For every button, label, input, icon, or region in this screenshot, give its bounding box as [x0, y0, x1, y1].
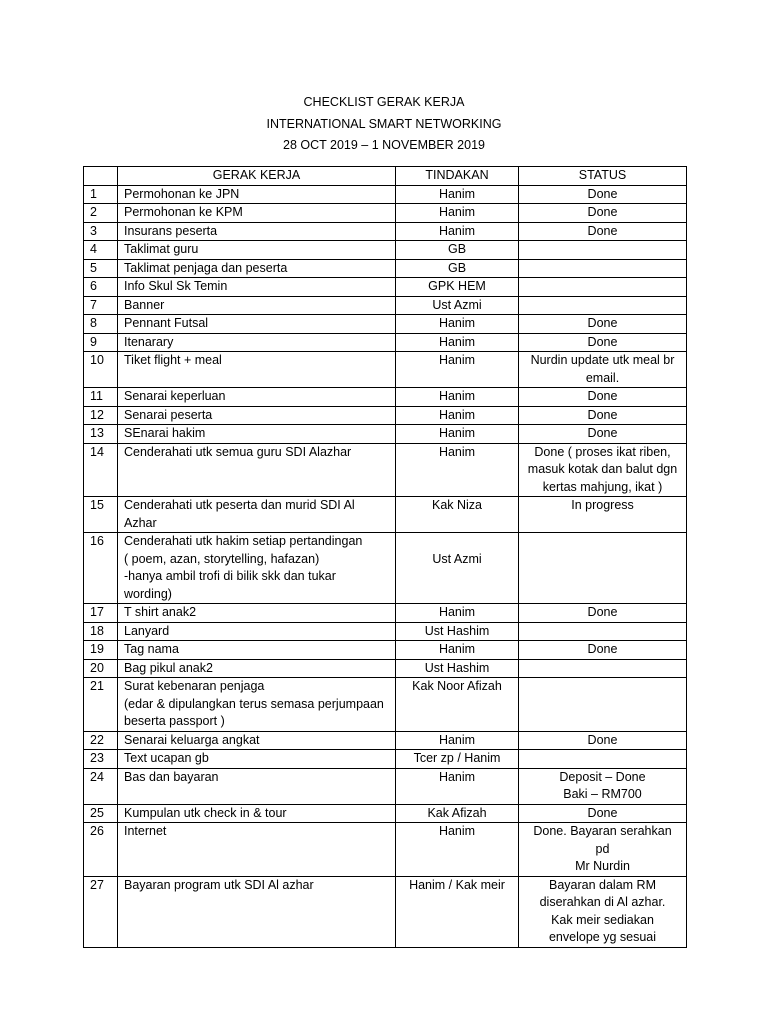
status-text [525, 678, 680, 696]
task-text: Permohonan ke KPM [124, 205, 243, 219]
table-row [84, 604, 687, 623]
status-text: Done. Bayaran serahkan pd [533, 824, 672, 856]
table-row [84, 731, 687, 750]
status-cell [519, 876, 687, 947]
task-cell [118, 659, 396, 678]
task-text: Cenderahati utk hakim setiap pertandingan [124, 534, 363, 548]
action-text: GB [447, 260, 467, 275]
task-cell [118, 315, 396, 334]
status-cell [519, 604, 687, 623]
task-text: ( poem, azan, storytelling, hafazan) [124, 551, 320, 566]
action-cell [396, 678, 519, 732]
task-text: Surat kebenaran penjaga [124, 679, 265, 693]
action-cell [396, 315, 519, 334]
status-text: Done [587, 316, 618, 330]
task-text: Cenderahati utk peserta dan murid SDI Al [124, 498, 355, 512]
action-cell [396, 406, 519, 425]
table-row [84, 222, 687, 241]
table-row [84, 659, 687, 678]
task-cell [118, 497, 396, 533]
status-cell [519, 406, 687, 425]
row-number: 11 [84, 388, 118, 407]
action-text: Kak Noor Afizah [412, 679, 502, 693]
status-text: Done [587, 426, 618, 440]
task-text: Pennant Futsal [124, 316, 209, 330]
action-text: Ust Hashim [424, 660, 490, 675]
status-cell [519, 659, 687, 678]
heading-title: CHECKLIST GERAK KERJA [303, 95, 465, 109]
task-text: Senarai keluarga angkat [124, 732, 260, 747]
table-row [84, 622, 687, 641]
task-cell [118, 533, 396, 604]
action-cell [396, 296, 519, 315]
task-cell [118, 804, 396, 823]
status-text: Done [587, 205, 618, 219]
status-text: Baki – RM700 [563, 787, 642, 801]
status-text [525, 623, 680, 641]
task-text: Banner [124, 297, 165, 312]
task-text: Taklimat guru [124, 242, 199, 256]
action-cell [396, 443, 519, 497]
table-row [84, 315, 687, 334]
task-text: beserta passport ) [124, 714, 225, 728]
column-header-status: STATUS [519, 167, 687, 186]
action-cell [396, 222, 519, 241]
row-number: 19 [84, 641, 118, 660]
status-text: Done [587, 605, 618, 619]
status-cell [519, 750, 687, 769]
status-text: diserahkan di Al azhar. [539, 895, 666, 909]
table-row [84, 406, 687, 425]
row-number: 1 [84, 185, 118, 204]
status-text: envelope yg sesuai [548, 930, 657, 944]
status-cell [519, 443, 687, 497]
action-text: Hanim [438, 426, 476, 440]
task-cell [118, 678, 396, 732]
action-text: Hanim [438, 824, 476, 838]
status-cell [519, 804, 687, 823]
status-text: Bayaran dalam RM [549, 877, 656, 892]
status-text: Done [587, 389, 618, 403]
table-row [84, 443, 687, 497]
task-text: (edar & dipulangkan terus semasa perjumpaan [124, 696, 384, 711]
status-cell [519, 678, 687, 732]
row-number: 13 [84, 425, 118, 444]
task-text: Internet [124, 824, 167, 838]
heading-dates: 28 OCT 2019 – 1 NOVEMBER 2019 [283, 138, 485, 152]
task-text: Senarai keperluan [124, 389, 226, 403]
task-cell [118, 204, 396, 223]
row-number: 24 [84, 768, 118, 804]
row-number: 10 [84, 352, 118, 388]
table-row [84, 641, 687, 660]
task-text: Bas dan bayaran [124, 769, 219, 784]
task-cell [118, 443, 396, 497]
row-number: 2 [84, 204, 118, 223]
action-text: Hanim [438, 642, 476, 656]
status-cell [519, 388, 687, 407]
row-number: 12 [84, 406, 118, 425]
row-number: 21 [84, 678, 118, 732]
action-text: Ust Azmi [432, 297, 482, 312]
status-cell [519, 641, 687, 660]
status-text [525, 750, 680, 768]
task-cell [118, 425, 396, 444]
action-text: Hanim [438, 334, 476, 349]
status-text [525, 241, 680, 259]
task-cell [118, 185, 396, 204]
action-cell [396, 659, 519, 678]
document-heading [0, 92, 768, 157]
table-row [84, 259, 687, 278]
status-cell [519, 278, 687, 297]
task-text: Bag pikul anak2 [124, 660, 213, 675]
task-cell [118, 406, 396, 425]
action-text: Ust Azmi [432, 551, 482, 566]
status-cell [519, 352, 687, 388]
status-text [525, 533, 680, 551]
task-text: Taklimat penjaga dan peserta [124, 260, 288, 275]
action-cell [396, 185, 519, 204]
status-text: Done [587, 334, 618, 349]
status-text: Done [587, 223, 618, 238]
action-cell [396, 731, 519, 750]
status-text: Nurdin update utk meal br [530, 353, 675, 367]
table-row [84, 750, 687, 769]
action-text: GPK HEM [428, 279, 486, 293]
status-cell [519, 241, 687, 260]
status-text: masuk kotak dan balut dgn [527, 462, 678, 476]
task-text: Cenderahati utk semua guru SDI Alazhar [124, 444, 352, 459]
row-number: 6 [84, 278, 118, 297]
task-text: -hanya ambil trofi di bilik skk dan tukar [124, 569, 336, 583]
task-text: Lanyard [124, 623, 170, 638]
table-row [84, 533, 687, 604]
task-cell [118, 604, 396, 623]
action-cell [396, 533, 519, 604]
status-cell [519, 296, 687, 315]
task-text: Azhar [124, 515, 157, 530]
action-cell [396, 333, 519, 352]
status-text [525, 260, 680, 278]
action-cell [396, 204, 519, 223]
row-number: 14 [84, 443, 118, 497]
status-cell [519, 185, 687, 204]
status-cell [519, 497, 687, 533]
task-text: Senarai peserta [124, 407, 213, 422]
table-row [84, 425, 687, 444]
row-number: 8 [84, 315, 118, 334]
table-row [84, 678, 687, 732]
task-cell [118, 352, 396, 388]
action-text: Hanim [438, 205, 476, 219]
row-number: 20 [84, 659, 118, 678]
checklist-body [84, 185, 687, 947]
status-cell [519, 425, 687, 444]
action-cell [396, 804, 519, 823]
status-cell [519, 622, 687, 641]
action-cell [396, 604, 519, 623]
action-text: Hanim [438, 353, 476, 367]
action-text: Hanim [438, 316, 476, 330]
action-text: Hanim [438, 769, 476, 784]
action-cell [396, 622, 519, 641]
task-cell [118, 388, 396, 407]
task-text: Permohonan ke JPN [124, 186, 240, 201]
action-text: Ust Hashim [424, 623, 490, 638]
action-cell [396, 425, 519, 444]
table-row [84, 388, 687, 407]
status-text: Done [587, 642, 618, 656]
action-text: Tcer zp / Hanim [413, 751, 501, 765]
row-number: 3 [84, 222, 118, 241]
action-text: GB [447, 242, 467, 256]
status-text: Done [587, 805, 618, 820]
status-text: Done [587, 186, 618, 201]
row-number: 15 [84, 497, 118, 533]
action-cell [396, 641, 519, 660]
task-text: Info Skul Sk Temin [124, 279, 228, 293]
status-text: kertas mahjung, ikat ) [542, 479, 663, 494]
status-cell [519, 333, 687, 352]
task-text: Tag nama [124, 642, 179, 656]
table-row [84, 296, 687, 315]
action-text: Hanim / Kak meir [409, 877, 505, 892]
task-cell [118, 333, 396, 352]
action-cell [396, 876, 519, 947]
status-text: Done [587, 407, 618, 422]
task-cell [118, 641, 396, 660]
task-cell [118, 278, 396, 297]
action-cell [396, 497, 519, 533]
task-text: Kumpulan utk check in & tour [124, 805, 287, 820]
action-cell [396, 823, 519, 877]
status-text [525, 297, 680, 315]
status-text [525, 278, 680, 296]
status-cell [519, 315, 687, 334]
status-text: email. [585, 370, 620, 385]
task-cell [118, 823, 396, 877]
action-cell [396, 388, 519, 407]
heading-event: INTERNATIONAL SMART NETWORKING [266, 116, 502, 131]
action-text: Kak Afizah [427, 805, 487, 820]
table-row [84, 278, 687, 297]
row-number: 22 [84, 731, 118, 750]
row-number: 4 [84, 241, 118, 260]
table-row [84, 204, 687, 223]
task-text: wording) [124, 586, 172, 601]
column-header-action: TINDAKAN [396, 167, 519, 186]
task-cell [118, 876, 396, 947]
action-text: Hanim [438, 444, 476, 459]
row-number: 26 [84, 823, 118, 877]
table-header-row [84, 167, 687, 186]
task-text: Tiket flight + meal [124, 353, 222, 367]
action-text: Hanim [438, 605, 476, 619]
status-text: Done [587, 732, 618, 747]
action-cell [396, 352, 519, 388]
table-row [84, 333, 687, 352]
action-text: Kak Niza [431, 498, 483, 512]
action-text: Hanim [438, 186, 476, 201]
status-cell [519, 731, 687, 750]
table-row [84, 768, 687, 804]
row-number: 25 [84, 804, 118, 823]
row-number: 5 [84, 259, 118, 278]
task-text: Insurans peserta [124, 223, 218, 238]
status-cell [519, 259, 687, 278]
action-text: Hanim [438, 389, 476, 403]
action-text: Hanim [438, 732, 476, 747]
status-cell [519, 823, 687, 877]
status-text: Deposit – Done [559, 769, 646, 784]
row-number: 9 [84, 333, 118, 352]
status-text: Mr Nurdin [575, 859, 630, 873]
task-cell [118, 296, 396, 315]
row-number: 7 [84, 296, 118, 315]
status-cell [519, 533, 687, 604]
task-text: T shirt anak2 [124, 605, 197, 619]
task-text: Text ucapan gb [124, 751, 209, 765]
status-text: Kak meir sediakan [551, 912, 654, 927]
table-row [84, 241, 687, 260]
column-header-number [84, 167, 118, 186]
task-text: Bayaran program utk SDI Al azhar [124, 877, 314, 892]
action-cell [396, 259, 519, 278]
task-cell [118, 241, 396, 260]
status-cell [519, 204, 687, 223]
row-number: 23 [84, 750, 118, 769]
action-cell [396, 278, 519, 297]
table-row [84, 497, 687, 533]
table-row [84, 804, 687, 823]
table-row [84, 185, 687, 204]
table-row [84, 823, 687, 877]
task-cell [118, 768, 396, 804]
status-cell [519, 768, 687, 804]
task-text: Itenarary [124, 334, 174, 349]
checklist-table [83, 166, 687, 948]
task-cell [118, 259, 396, 278]
row-number: 16 [84, 533, 118, 604]
table-row [84, 352, 687, 388]
action-text: Hanim [438, 223, 476, 238]
status-cell [519, 222, 687, 241]
action-text: Hanim [438, 407, 476, 422]
status-text: In progress [571, 498, 634, 512]
task-cell [118, 222, 396, 241]
task-cell [118, 731, 396, 750]
table-row [84, 876, 687, 947]
task-cell [118, 750, 396, 769]
row-number: 27 [84, 876, 118, 947]
row-number: 17 [84, 604, 118, 623]
action-cell [396, 768, 519, 804]
action-cell [396, 241, 519, 260]
action-cell [396, 750, 519, 769]
status-text: Done ( proses ikat riben, [534, 444, 671, 459]
column-header-task: GERAK KERJA [118, 167, 396, 186]
status-text [525, 660, 680, 678]
task-text: SEnarai hakim [124, 426, 206, 440]
row-number: 18 [84, 622, 118, 641]
task-cell [118, 622, 396, 641]
